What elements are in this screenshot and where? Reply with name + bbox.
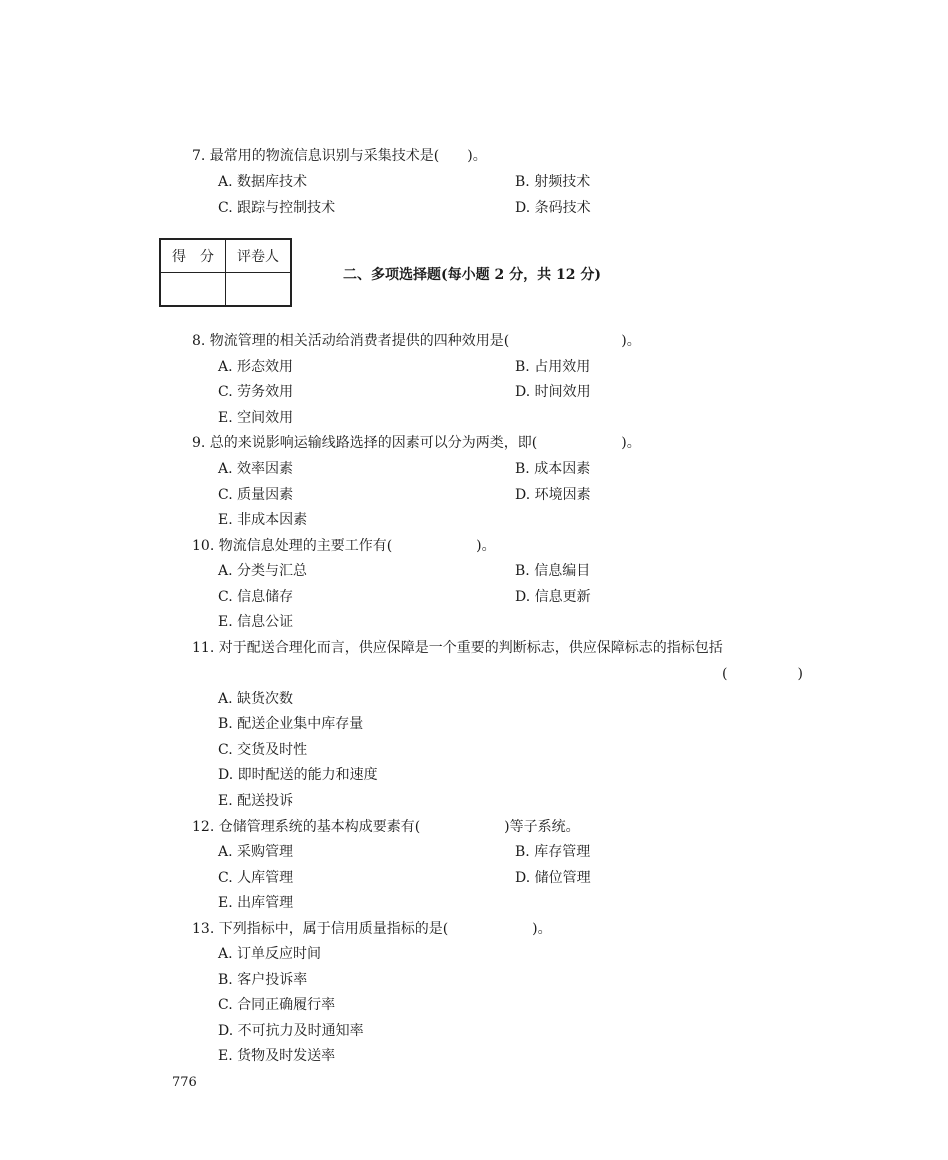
- question-7-stem: 7. 最常用的物流信息识别与采集技术是( )。: [192, 148, 487, 164]
- question-10-option-c: C. 信息储存: [218, 589, 294, 605]
- grader-label: 评卷人: [226, 239, 292, 273]
- score-table: [159, 238, 292, 307]
- question-9-option-c: C. 质量因素: [218, 487, 294, 503]
- question-10-stem: 10. 物流信息处理的主要工作有( )。: [192, 538, 496, 554]
- question-10-option-b: B. 信息编目: [515, 563, 591, 579]
- question-13-option-c: C. 合同正确履行率: [218, 997, 336, 1013]
- question-13-option-e: E. 货物及时发送率: [218, 1048, 336, 1064]
- question-7-option-a: A. 数据库技术: [218, 174, 308, 190]
- question-11-answer-paren: ( ): [722, 666, 803, 682]
- question-12-option-e: E. 出库管理: [218, 895, 294, 911]
- question-9-option-b: B. 成本因素: [515, 461, 591, 477]
- question-11-option-c: C. 交货及时性: [218, 742, 308, 758]
- page-number: 776: [172, 1075, 197, 1090]
- question-7-option-d: D. 条码技术: [515, 200, 591, 216]
- question-11-option-e: E. 配送投诉: [218, 793, 294, 809]
- score-cell: [160, 273, 226, 307]
- question-7-option-c: C. 跟踪与控制技术: [218, 200, 336, 216]
- question-8-option-e: E. 空间效用: [218, 410, 294, 426]
- question-11-option-a: A. 缺货次数: [218, 691, 294, 707]
- question-8-option-c: C. 劳务效用: [218, 384, 294, 400]
- question-12-option-b: B. 库存管理: [515, 844, 591, 860]
- question-9-option-e: E. 非成本因素: [218, 512, 308, 528]
- question-11-stem: 11. 对于配送合理化而言，供应保障是一个重要的判断标志，供应保障标志的指标包括: [192, 640, 723, 656]
- question-11-option-b: B. 配送企业集中库存量: [218, 716, 364, 732]
- question-8-option-d: D. 时间效用: [515, 384, 591, 400]
- grader-cell: [226, 273, 292, 307]
- question-8-option-a: A. 形态效用: [218, 359, 294, 375]
- question-12-option-d: D. 储位管理: [515, 870, 591, 886]
- question-12-option-c: C. 人库管理: [218, 870, 294, 886]
- question-9-option-d: D. 环境因素: [515, 487, 591, 503]
- section-2-title: 二、多项选择题(每小题 2 分，共 12 分): [343, 267, 601, 283]
- question-8-option-b: B. 占用效用: [515, 359, 591, 375]
- question-13-option-b: B. 客户投诉率: [218, 972, 308, 988]
- question-10-option-e: E. 信息公证: [218, 614, 294, 630]
- question-7-option-b: B. 射频技术: [515, 174, 591, 190]
- question-11-option-d: D. 即时配送的能力和速度: [218, 767, 378, 783]
- question-13-option-d: D. 不可抗力及时通知率: [218, 1023, 364, 1039]
- question-10-option-a: A. 分类与汇总: [218, 563, 308, 579]
- score-label: 得 分: [160, 239, 226, 273]
- question-13-stem: 13. 下列指标中，属于信用质量指标的是( )。: [192, 921, 552, 937]
- question-13-option-a: A. 订单反应时间: [218, 946, 322, 962]
- question-12-stem: 12. 仓储管理系统的基本构成要素有( )等子系统。: [192, 819, 580, 835]
- question-9-stem: 9. 总的来说影响运输线路选择的因素可以分为两类，即( )。: [192, 435, 641, 451]
- question-10-option-d: D. 信息更新: [515, 589, 591, 605]
- question-9-option-a: A. 效率因素: [218, 461, 294, 477]
- question-12-option-a: A. 采购管理: [218, 844, 294, 860]
- question-8-stem: 8. 物流管理的相关活动给消费者提供的四种效用是( )。: [192, 333, 641, 349]
